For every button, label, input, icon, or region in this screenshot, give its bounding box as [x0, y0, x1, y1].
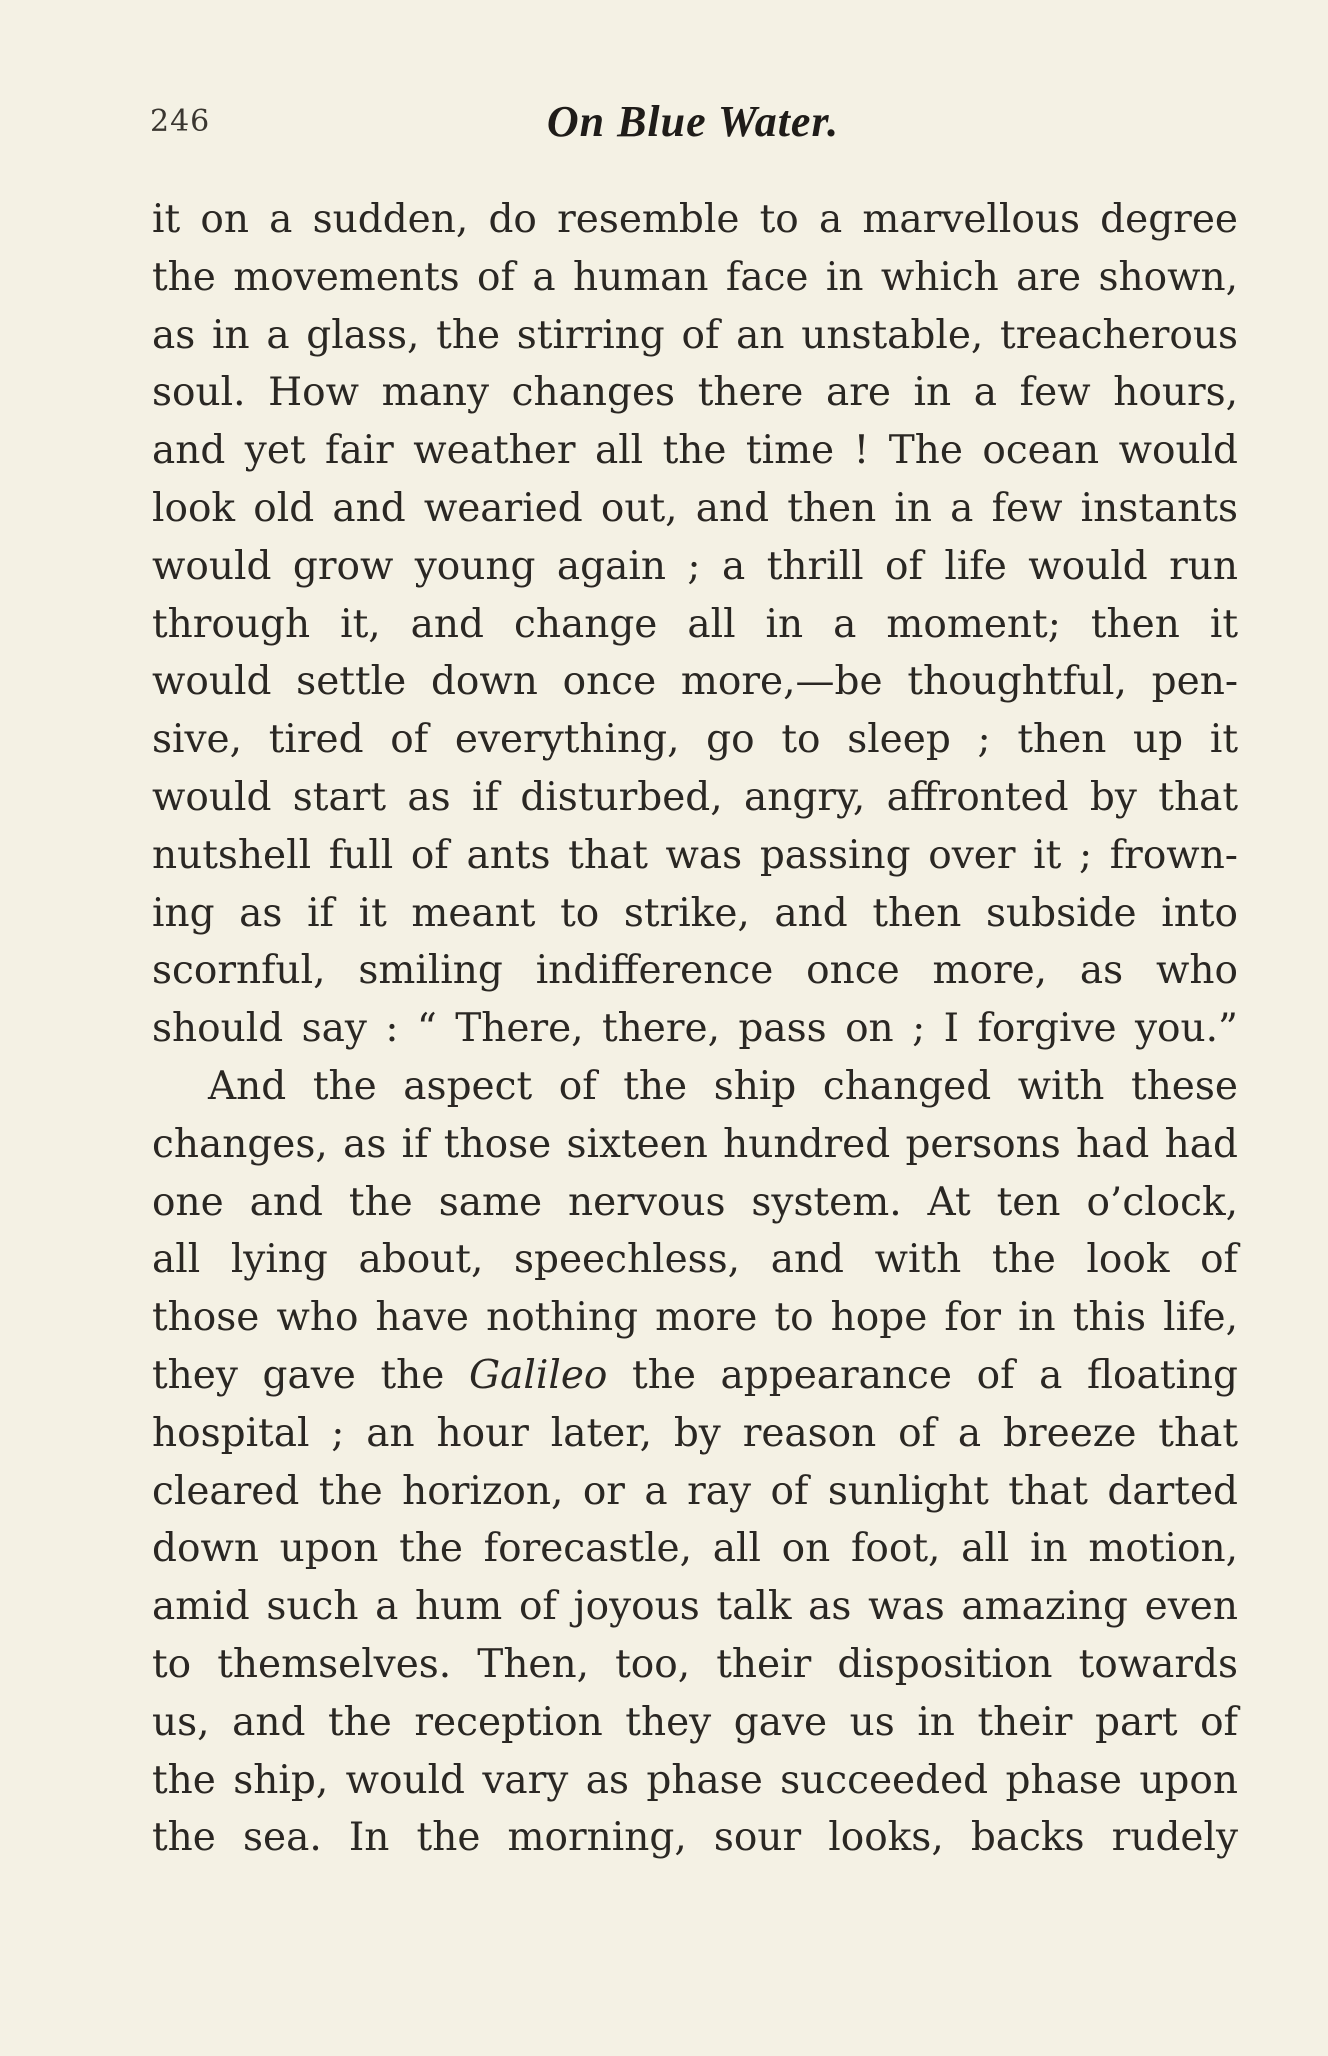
text-line: would settle down once more,—be thoughtful, pen-: [152, 659, 1238, 705]
text-line: look old and wearied out, and then in a few instants: [152, 485, 1238, 531]
text-line: the ship, would vary as phase succeeded phase upon: [152, 1757, 1238, 1803]
page-header: [150, 96, 1236, 156]
ship-name: Galileo: [469, 1352, 608, 1398]
text-line: would start as if disturbed, angry, affronted by that: [152, 774, 1238, 820]
text-segment: they gave the: [152, 1352, 445, 1398]
text-line: ing as if it meant to strike, and then subside into: [152, 890, 1238, 936]
text-line: to themselves. Then, too, their disposition towards: [152, 1641, 1238, 1687]
text-line: down upon the forecastle, all on foot, all in motion,: [152, 1526, 1238, 1572]
text-line: it on a sudden, do resemble to a marvellous degree: [152, 197, 1238, 242]
paragraph-start-line: And the aspect of the ship changed with these: [208, 1063, 1238, 1109]
text-line: changes, as if those sixteen hundred persons had had: [152, 1121, 1238, 1167]
text-line: amid such a hum of joyous talk as was amazing even: [152, 1584, 1238, 1630]
page-number: 246: [150, 104, 211, 139]
text-line: hospital ; an hour later, by reason of a breeze that: [152, 1410, 1238, 1456]
text-line: all lying about, speechless, and with the look of: [152, 1237, 1238, 1283]
text-line: the sea. In the morning, sour looks, backs rudely: [152, 1815, 1238, 1861]
text-line: would grow young again ; a thrill of life would run: [152, 543, 1238, 589]
running-title: On Blue Water.: [546, 97, 840, 146]
body-text: [152, 191, 1238, 1867]
text-line: cleared the horizon, or a ray of sunlight that darted: [152, 1468, 1238, 1514]
text-line: soul. How many changes there are in a few hours,: [152, 370, 1238, 416]
text-line: those who have nothing more to hope for in this life,: [152, 1295, 1238, 1341]
text-segment: the appearance of a floating: [632, 1352, 1238, 1398]
text-line: as in a glass, the stirring of an unstable, treacherous: [152, 312, 1238, 358]
text-line: the movements of a human face in which are shown,: [152, 254, 1238, 300]
text-line: one and the same nervous system. At ten o’clock,: [152, 1179, 1238, 1225]
text-line: us, and the reception they gave us in their part of: [152, 1699, 1238, 1745]
text-line: should say : “ There, there, pass on ; I forgive you.”: [152, 1006, 1238, 1052]
text-line: through it, and change all in a moment; then it: [152, 601, 1238, 647]
text-line-with-ship-name: [152, 1347, 1238, 1405]
text-line: scornful, smiling indifference once more, as who: [152, 948, 1238, 994]
text-line: sive, tired of everything, go to sleep ; then up it: [152, 717, 1238, 763]
text-line: nutshell full of ants that was passing over it ; frown-: [152, 832, 1238, 878]
text-line: and yet fair weather all the time ! The ocean would: [152, 428, 1238, 474]
